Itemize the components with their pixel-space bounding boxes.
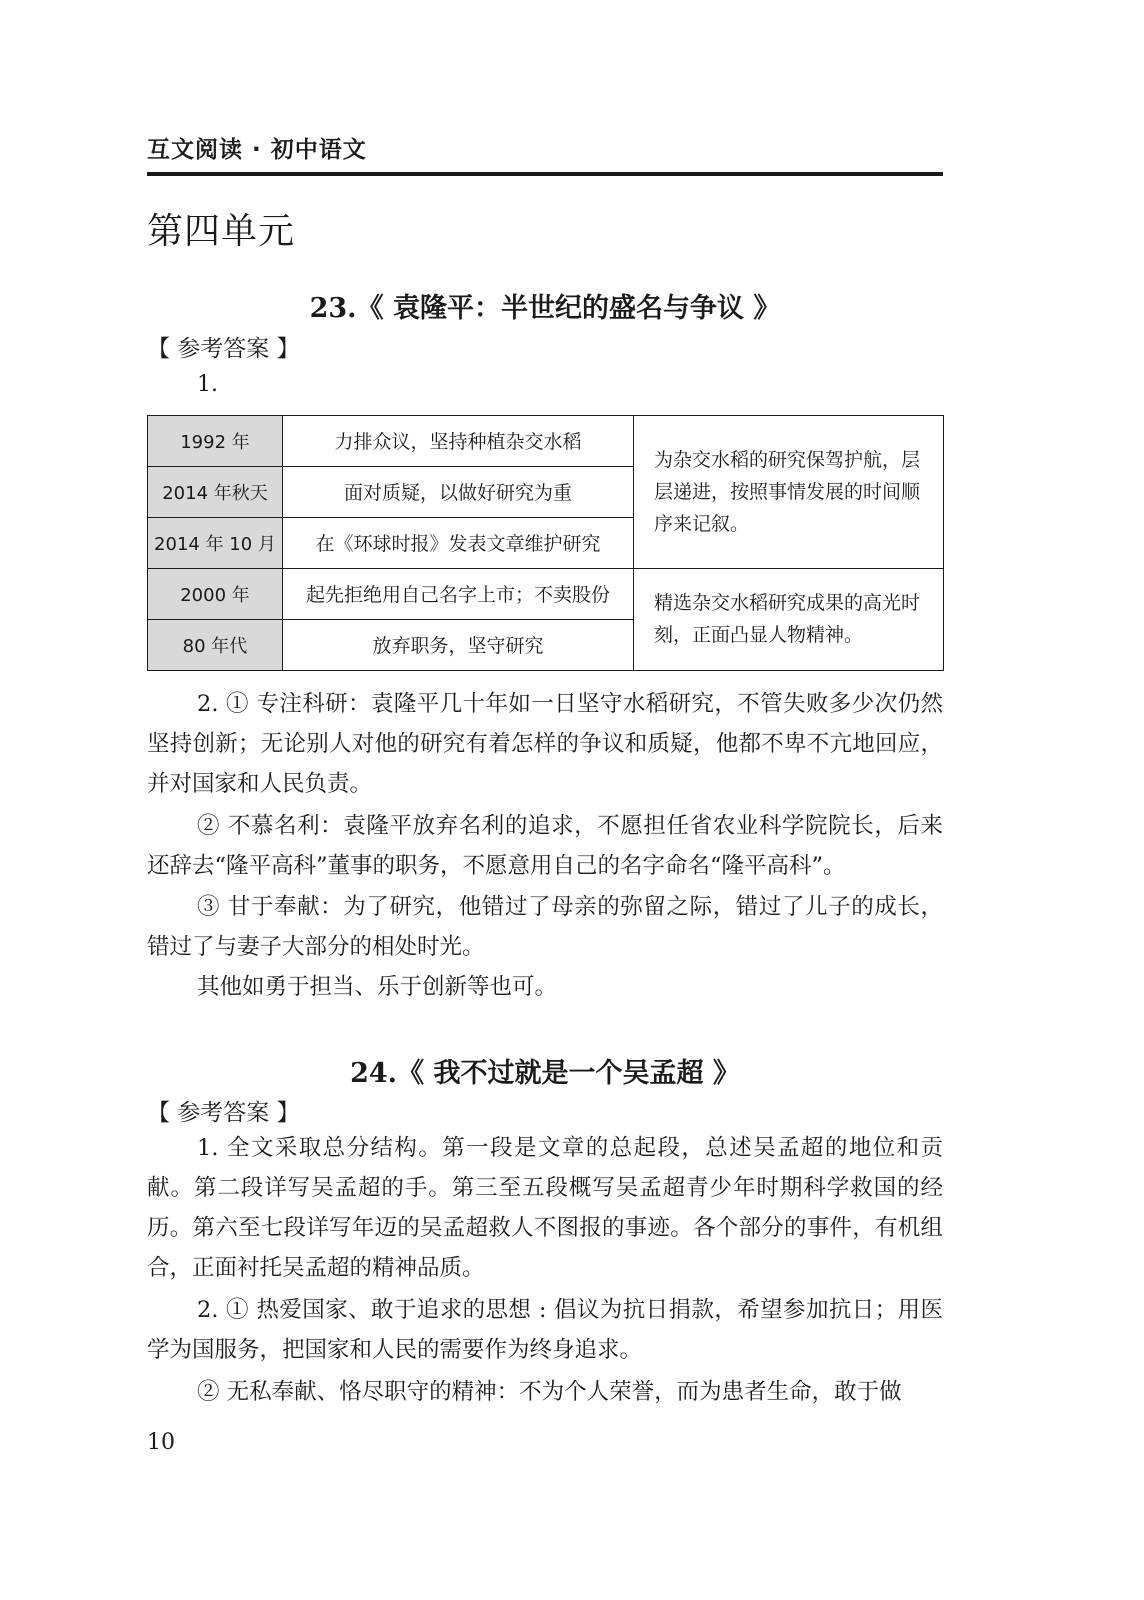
page-number: 10 — [147, 1430, 175, 1455]
header-rule — [147, 172, 943, 176]
answer-paragraph: 1. 全文采取总分结构。第一段是文章的总起段，总述吴孟超的地位和贡献。第二段详写吴孟超的手。第三至五段概写吴孟超青少年时期科学救国的经历。第六至七段详写年迈的吴孟超救人不图报的事迹。各个部分的事件，有机组合，正面衬托吴孟超的精神品质。 — [147, 1135, 943, 1281]
answer-paragraph: ② 无私奉献、恪尽职守的精神：不为个人荣誉，而为患者生命，敢于做 — [197, 1379, 902, 1405]
answer-table — [147, 415, 944, 671]
event-cell: 放弃职务，坚守研究 — [283, 619, 634, 670]
table-row — [148, 568, 944, 619]
year-cell: 1992 年 — [148, 416, 283, 467]
section-23-answer-label: 【 参考答案 】 — [147, 336, 300, 362]
year-cell: 2000 年 — [148, 568, 283, 619]
year-cell: 2014 年秋天 — [148, 466, 283, 517]
answer-paragraph: 其他如勇于担当、乐于创新等也可。 — [197, 974, 558, 1000]
answer-paragraph: ② 不慕名利：袁隆平放弃名利的追求，不愿担任省农业科学院院长，后来还辞去“隆平高科”董事的职务，不愿意用自己的名字命名“隆平高科”。 — [147, 813, 943, 879]
page — [147, 0, 943, 1600]
answer-paragraph: 2. ① 热爱国家、敢于追求的思想 : 倡议为抗日捐款，希望参加抗日；用医学为国服务，把国家和人民的需要作为终身追求。 — [147, 1297, 943, 1363]
question-1-label: 1. — [197, 372, 218, 397]
event-cell: 面对质疑，以做好研究为重 — [283, 466, 634, 517]
section-24-title: 24.《 我不过就是一个吴孟超 》 — [350, 1058, 740, 1089]
year-cell: 2014 年 10 月 — [148, 517, 283, 568]
event-cell: 力排众议，坚持种植杂交水稻 — [283, 416, 634, 467]
note-cell: 为杂交水稻的研究保驾护航，层层递进，按照事情发展的时间顺序来记叙。 — [634, 416, 944, 569]
unit-title: 第四单元 — [147, 211, 296, 252]
table-row — [148, 416, 944, 467]
answer-paragraph: ③ 甘于奉献：为了研究，他错过了母亲的弥留之际，错过了儿子的成长，错过了与妻子大部分的相处时光。 — [147, 894, 943, 960]
event-cell: 起先拒绝用自己名字上市；不卖股份 — [283, 568, 634, 619]
note-cell: 精选杂交水稻研究成果的高光时刻，正面凸显人物精神。 — [634, 568, 944, 670]
book-title: 互文阅读 · 初中语文 — [147, 137, 367, 163]
year-cell: 80 年代 — [148, 619, 283, 670]
event-cell: 在《环球时报》发表文章维护研究 — [283, 517, 634, 568]
answer-paragraph: 2. ① 专注科研：袁隆平几十年如一日坚守水稻研究，不管失败多少次仍然坚持创新；无论别人对他的研究有着怎样的争议和质疑，他都不卑不亢地回应，并对国家和人民负责。 — [147, 691, 943, 797]
section-24-answer-label: 【 参考答案 】 — [147, 1100, 300, 1126]
section-23-title: 23.《 袁隆平：半世纪的盛名与争议 》 — [309, 293, 781, 324]
